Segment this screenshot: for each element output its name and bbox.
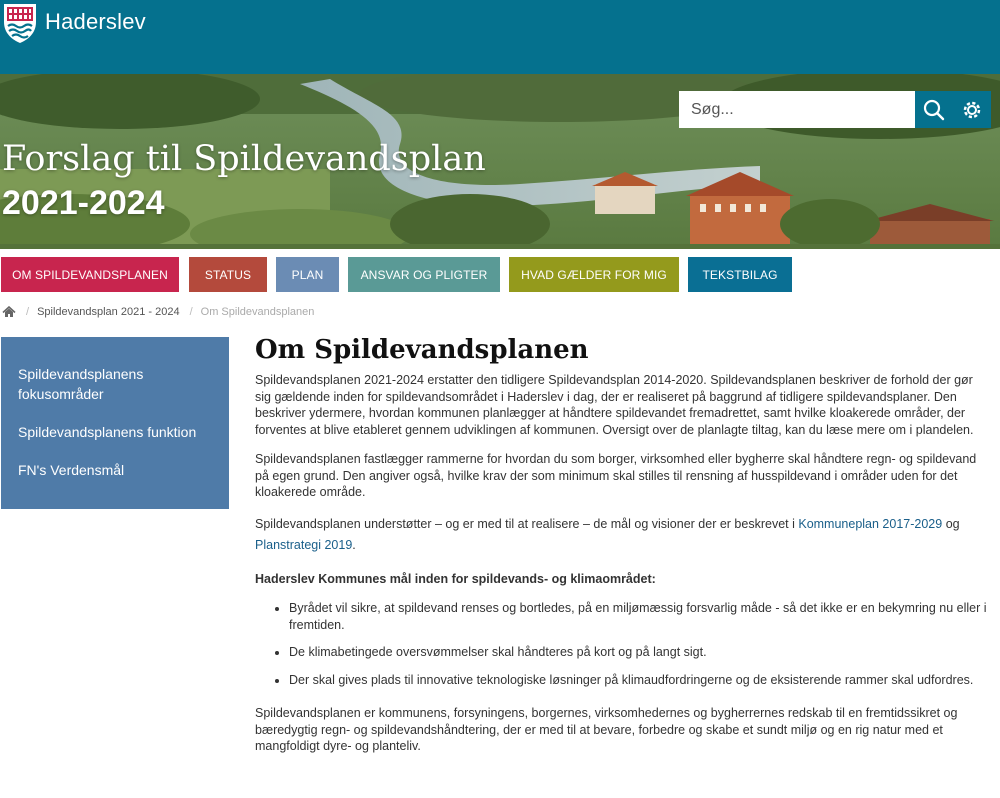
settings-button[interactable] [953,91,991,128]
goals-heading: Haderslev Kommunes mål inden for spildevands- og klimaområdet: [255,571,656,586]
nav-status[interactable]: STATUS [189,257,267,292]
site-name: Haderslev [45,8,146,34]
gear-icon [961,99,983,121]
plans-paragraph-text: Spildevandsplanen understøtter – og er med til at realisere – de mål og visioner der er beskrevet i [255,516,795,531]
goals-list [289,600,990,688]
goal-item: • De klimabetingede oversvømmelser skal håndteres på kort og på langt sigt. [289,644,990,661]
nav-plan[interactable]: PLAN [276,257,339,292]
sidebar-item-fokusomraader[interactable]: Spildevandsplanens fokusområder [18,366,144,402]
site-logo[interactable] [2,2,146,44]
planstrategi-link[interactable]: Planstrategi 2019 [255,537,353,552]
breadcrumb-separator: / [189,306,193,318]
nav-om-spildevandsplanen[interactable]: OM SPILDEVANDSPLANEN [1,257,179,292]
page-heading: Forslag til Spildevandsplan [2,139,486,179]
page-subheading: 2021-2024 [2,184,165,222]
home-icon[interactable] [2,306,16,318]
sidebar-item-funktion[interactable]: Spildevandsplanens funktion [18,424,197,440]
search-button[interactable] [915,91,953,128]
breadcrumb-link[interactable]: Spildevandsplan 2021 - 2024 [37,306,180,318]
search-input[interactable] [679,91,915,128]
framework-paragraph: Spildevandsplanen fastlægger rammerne for hvordan du som borger, virksomhed eller bygherre skal håndtere regn- og spildevand på egen grund. Den angiver også, hvilke krav der som minimum skal stilles til rensning af husspildevand i områder uden for det kloakerede område. [255,452,977,499]
sidebar [1,337,229,509]
hero-banner [0,74,1000,249]
sidebar-item-verdensmaal[interactable]: FN's Verdensmål [18,462,125,478]
breadcrumb-current: Om Spildevandsplanen [200,306,315,318]
plans-paragraph-and: og [945,516,960,531]
breadcrumb [2,303,314,321]
goal-item: • Byrådet vil sikre, at spildevand renses og bortledes, på en miljømæssig forsvarlig måde - så det ikke er en bekymring nu eller i fremtiden. [289,600,990,633]
nav-tekstbilag[interactable]: TEKSTBILAG [688,257,792,292]
nav-ansvar-og-pligter[interactable]: ANSVAR OG PLIGTER [348,257,500,292]
plans-paragraph [255,514,990,556]
intro-paragraph: Spildevandsplanen 2021-2024 erstatter den tidligere Spildevandsplan 2014-2020. Spildevandsplanen beskriver de forhold der gør sig gældende inden for spildevandsområdet i Haderslev i dag, der er realiseret på baggrund af tidligere spildevandsplaner. Den beskriver ydermere, hvordan kommunen planlægger at håndtere spildevandet fremadrettet, samt hvilke kloakerede områder, der forventes at blive etableret gennem udviklingen af kommunen. Oversigt over de planlagte tiltag, kan du læse mere om i plandelen. [255,373,974,437]
closing-paragraph: Spildevandsplanen er kommunens, forsyningens, borgernes, virksomhedernes og bygherrernes redskab til en fremtidssikret og bæredygtig regn- og spildevandshåndtering, der er med til at bevare, forbedre og skabe et sundt miljø og en rig natur med et mangfoldigt dyre- og planteliv. [255,706,958,753]
main-content [255,333,990,768]
content-title: Om Spildevandsplanen [255,335,589,365]
search-icon [923,99,945,121]
haderslev-coat-of-arms-icon [2,2,38,44]
breadcrumb-separator: / [26,306,30,318]
plans-paragraph-end: . [352,537,356,552]
kommuneplan-link[interactable]: Kommuneplan 2017-2029 [798,516,943,531]
goal-item: • Der skal gives plads til innovative teknologiske løsninger på klimaudfordringerne og de eksisterende rammer skal udfordres. [289,672,990,689]
nav-hvad-gaelder-for-mig[interactable]: HVAD GÆLDER FOR MIG [509,257,679,292]
site-header [0,0,1000,74]
